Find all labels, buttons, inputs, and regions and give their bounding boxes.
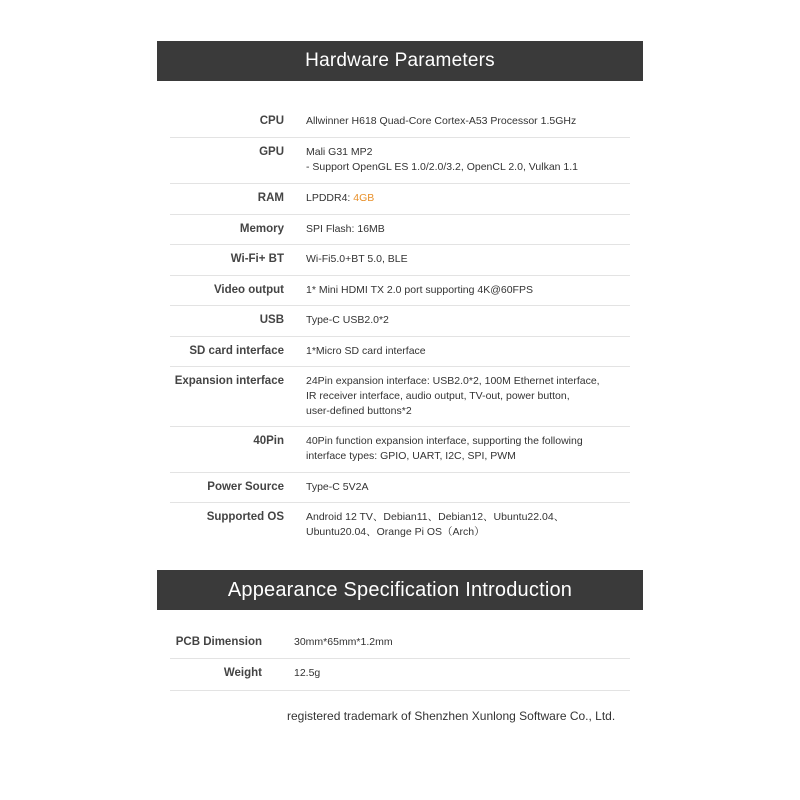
spec-label: CPU <box>259 115 284 127</box>
spec-value <box>306 215 630 244</box>
spec-value <box>306 276 630 305</box>
spec-label: PCB Dimension <box>175 636 262 648</box>
spec-row-pcb-dimension <box>170 628 630 659</box>
ram-size-highlight: 4GB <box>353 192 375 204</box>
spec-value <box>306 245 630 275</box>
spec-row-cpu <box>170 107 630 138</box>
spec-row-wifi-bt <box>170 245 630 276</box>
spec-label: Wi-Fi+ BT <box>230 253 284 265</box>
spec-value <box>306 306 630 336</box>
spec-value-line: Mali G31 MP2 <box>306 146 373 158</box>
hardware-parameters-title: Hardware Parameters <box>305 50 495 71</box>
spec-row-weight <box>170 659 630 691</box>
spec-label: Weight <box>223 667 262 679</box>
spec-value-line <box>306 191 630 206</box>
spec-value <box>306 367 630 426</box>
spec-value-line: Wi-Fi5.0+BT 5.0, BLE <box>306 253 408 265</box>
spec-value-line: 1* Mini HDMI TX 2.0 port supporting 4K@60FPS <box>306 284 533 296</box>
spec-value <box>306 503 630 549</box>
appearance-specification-banner <box>157 570 643 610</box>
spec-row-supported-os <box>170 503 630 549</box>
spec-label: Video output <box>213 284 284 296</box>
spec-value-line: Ubuntu20.04、Orange Pi OS（Arch） <box>306 526 485 538</box>
spec-label: Power Source <box>207 481 284 493</box>
spec-value-line: Type-C 5V2A <box>306 481 369 493</box>
spec-label: Expansion interface <box>174 375 284 387</box>
spec-row-40pin <box>170 427 630 473</box>
spec-row-expansion-interface <box>170 367 630 427</box>
spec-label: USB <box>259 314 284 326</box>
spec-value <box>306 337 630 366</box>
spec-label: Supported OS <box>206 511 284 523</box>
spec-label: RAM <box>257 192 284 204</box>
spec-value-line: SPI Flash: 16MB <box>306 223 385 235</box>
spec-label: SD card interface <box>189 345 284 357</box>
spec-row-sd-card <box>170 337 630 367</box>
spec-value-line: interface types: GPIO, UART, I2C, SPI, PWM <box>306 450 516 462</box>
spec-value-line: Allwinner H618 Quad-Core Cortex-A53 Processor 1.5GHz <box>306 115 577 127</box>
spec-value <box>306 427 630 472</box>
spec-row-usb <box>170 306 630 337</box>
spec-row-gpu <box>170 138 630 184</box>
spec-value-line: user-defined buttons*2 <box>306 405 412 417</box>
spec-label: 40Pin <box>253 435 284 447</box>
spec-value <box>294 628 630 658</box>
spec-value-line: IR receiver interface, audio output, TV-out, power button, <box>306 390 570 402</box>
hardware-parameters-banner <box>157 41 643 81</box>
hardware-spec-table <box>170 107 630 549</box>
spec-value <box>306 138 630 183</box>
spec-row-ram <box>170 184 630 215</box>
spec-value-line: 30mm*65mm*1.2mm <box>294 636 393 648</box>
spec-value-line: - Support OpenGL ES 1.0/2.0/3.2, OpenCL 2.0, Vulkan 1.1 <box>306 161 579 173</box>
spec-value <box>306 184 630 214</box>
spec-row-video-output <box>170 276 630 306</box>
ram-type-text: LPDDR4: <box>306 192 354 204</box>
spec-value-line: 1*Micro SD card interface <box>306 345 426 357</box>
spec-label: Memory <box>239 223 284 235</box>
appearance-specification-title: Appearance Specification Introduction <box>227 578 573 601</box>
spec-row-memory <box>170 215 630 245</box>
trademark-notice: registered trademark of Shenzhen Xunlong Software Co., Ltd. <box>287 709 616 723</box>
spec-value-line: 24Pin expansion interface: USB2.0*2, 100M Ethernet interface, <box>306 375 600 387</box>
spec-value <box>306 473 630 502</box>
spec-value-line: Android 12 TV、Debian11、Debian12、Ubuntu22.04、 <box>306 511 565 523</box>
spec-value-line: Type-C USB2.0*2 <box>306 314 389 326</box>
spec-value <box>306 107 630 137</box>
spec-row-power-source <box>170 473 630 503</box>
spec-value-line: 12.5g <box>294 667 321 679</box>
spec-value <box>294 659 630 690</box>
appearance-spec-table <box>170 628 630 691</box>
spec-label: GPU <box>259 146 284 158</box>
spec-value-line: 40Pin function expansion interface, supporting the following <box>306 435 583 447</box>
